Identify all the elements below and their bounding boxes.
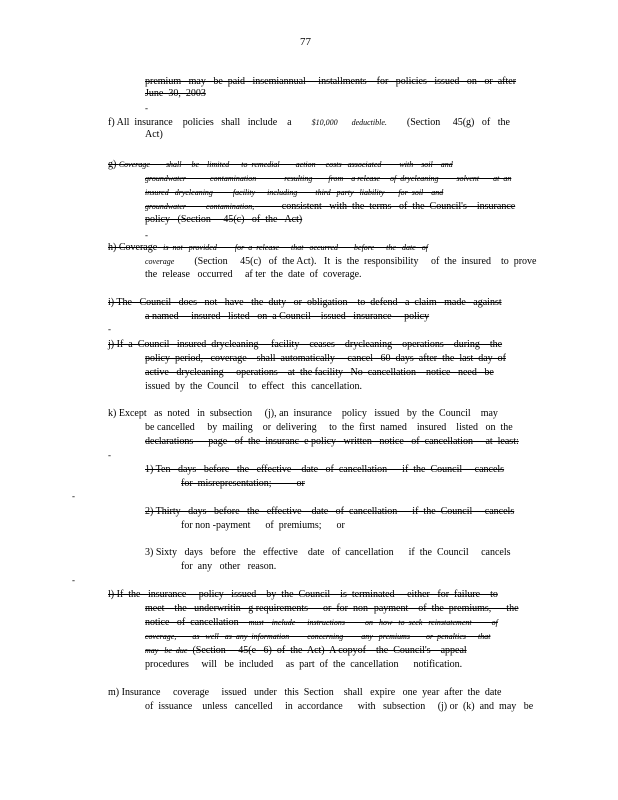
text-line — [108, 339, 502, 351]
text-segment: be cancelled by mailing or delivering to the first named insured listed on the — [145, 422, 513, 433]
text-line — [145, 88, 206, 100]
text-line — [181, 520, 345, 532]
struck-text: coverage, as well as any information concerning any premiums or penalties that — [145, 632, 491, 641]
struck-text: must include instructions on how to seek reinstatement of — [238, 618, 498, 627]
revision-mark: - — [145, 103, 148, 113]
text-line — [145, 187, 443, 199]
struck-text: Coverage shall be limited to remedial action costs associated with soil and — [118, 160, 453, 169]
text-segment: for non -payment of premiums; or — [181, 520, 345, 531]
text-line — [108, 117, 510, 129]
struck-text: consistent with the terms of the Council's insurance — [254, 201, 516, 212]
text-segment: $10,000 deductible. — [291, 118, 387, 127]
text-segment: coverage — [145, 257, 175, 266]
revision-mark: - — [108, 324, 111, 334]
text-line — [145, 645, 467, 657]
text-line — [145, 701, 533, 713]
text-segment: m) Insurance coverage issued under this Section shall expire one year after the date — [108, 687, 502, 698]
text-line — [145, 381, 362, 393]
text-line — [145, 201, 515, 213]
text-segment: k) Except as noted in subsection (j), an insurance policy issued by the Council may — [108, 408, 498, 419]
text-segment: issued by the Council to effect this cancellation. — [145, 381, 362, 392]
text-line — [145, 173, 511, 185]
struck-text: meet the underwritin g requirements or for non- payment of the premiums, the — [145, 603, 519, 614]
text-line — [145, 129, 163, 141]
text-line — [145, 311, 429, 323]
struck-text: may be due — [145, 646, 188, 655]
struck-text: policy period, coverage shall automatically cancel 60 days after the last day of — [145, 353, 506, 364]
struck-text: 1) Ten days before the effective date of cancellation if the Council cancels — [145, 464, 505, 475]
struck-text: l) If the insurance policy issued by the Council is terminated either for failure to — [108, 589, 498, 600]
struck-text: is not provided for a release that occurred before the date of — [157, 243, 428, 252]
struck-text: for misrepresentation; or — [181, 478, 305, 489]
text-line — [181, 561, 276, 573]
text-segment: 3) Sixty days before the effective date of cancellation if the Council cancels — [145, 547, 511, 558]
struck-text: notice of cancellation — [145, 617, 239, 628]
struck-text: insured drycleaning facility including third party liability for soil and — [145, 188, 444, 197]
text-line — [145, 214, 302, 226]
text-line — [145, 464, 504, 476]
struck-text: a named insured listed on a Council issued insurance policy — [145, 311, 430, 322]
struck-text: 2) Thirty days before the effective date of cancellation if the Council cancels — [145, 506, 515, 517]
text-line — [145, 367, 494, 379]
text-line — [108, 297, 502, 309]
text-segment: f) All insurance policies shall include a — [108, 117, 292, 128]
struck-text: June 30, 2003 — [145, 88, 206, 99]
text-segment: the release occurred af ter the date of coverage. — [145, 269, 362, 280]
struck-text: groundwater contamination resulting from a release of drycleaning solvent at an — [145, 174, 512, 183]
struck-text: i) The Council does not have the duty or obligation to defend a claim made against — [108, 297, 502, 308]
text-line — [145, 353, 506, 365]
struck-text: h) Coverage — [108, 242, 158, 253]
text-line — [145, 659, 462, 671]
text-line — [108, 589, 498, 601]
text-line — [181, 478, 305, 490]
text-line — [145, 631, 490, 643]
text-segment: Act) — [145, 129, 163, 140]
text-line — [108, 242, 428, 254]
text-segment: (Section 45(g) of the — [386, 117, 510, 128]
text-line — [145, 436, 519, 448]
struck-text: active drycleaning operations at the facility No cancellation notice need be — [145, 367, 494, 378]
page-number: 77 — [300, 36, 311, 48]
revision-mark: - — [145, 230, 148, 240]
text-line — [108, 408, 498, 420]
text-segment: procedures will be included as part of the cancellation notification. — [145, 659, 463, 670]
text-line — [108, 687, 501, 699]
text-segment: of issuance unless cancelled in accordance with subsection (j) or (k) and may be — [145, 701, 534, 712]
text-segment: for any other reason. — [181, 561, 277, 572]
revision-mark: - — [72, 575, 75, 585]
text-line — [145, 617, 498, 629]
text-line — [145, 269, 362, 281]
struck-text: policy (Section 45(c) of the Act) — [145, 214, 303, 225]
text-line — [108, 159, 453, 171]
text-line — [145, 603, 519, 615]
text-segment: (Section 45(c) of the Act). It is the responsibility of the insured to prove — [174, 256, 537, 267]
struck-text: (Section 45(e 6) of the Act) A copyof the Council's appeal — [187, 645, 467, 656]
revision-mark: - — [108, 450, 111, 460]
text-line — [145, 422, 513, 434]
struck-text: g) — [108, 159, 119, 170]
struck-text: declarations page of the insuranc e policy written notice of cancellation at least: — [145, 436, 519, 447]
struck-text: j) If a Council insured drycleaning facility ceases drycleaning operations during the — [108, 339, 503, 350]
revision-mark: - — [72, 491, 75, 501]
text-line — [145, 547, 511, 559]
struck-text: groundwater contamination, — [145, 202, 255, 211]
text-line — [145, 256, 537, 268]
text-line — [145, 506, 514, 518]
struck-text: premium may be paid insemiannual installments for policies issued on or after — [145, 76, 517, 87]
text-line — [145, 76, 516, 88]
